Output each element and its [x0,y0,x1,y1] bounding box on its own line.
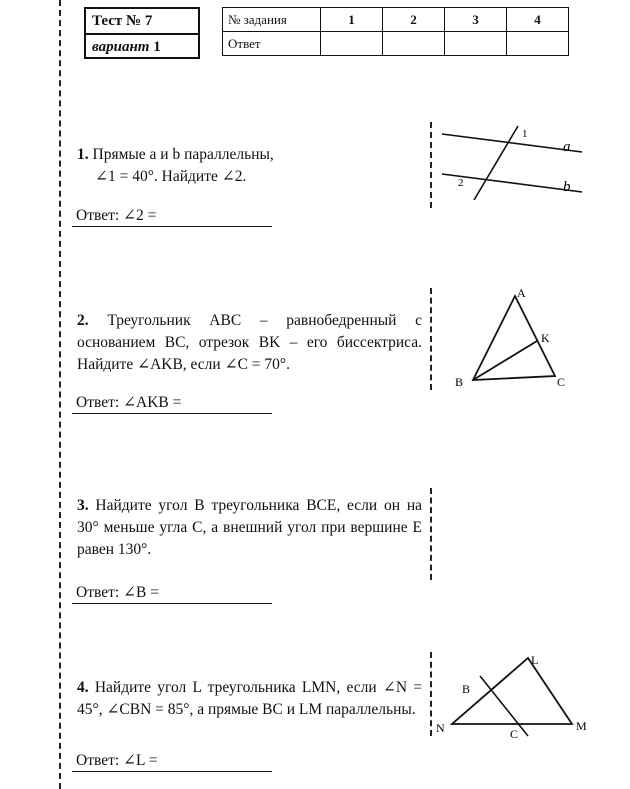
vertex-m-label: M [576,719,587,733]
answer-table-answer-row [223,32,569,56]
segment-bc [480,676,528,736]
answer-cell-1[interactable] [321,32,383,56]
figure-4-triangle-lmn [430,648,600,743]
variant-label [86,35,198,59]
angle-2-label: 2 [458,177,464,189]
task-number-cell: 1 [321,8,383,32]
task-number-cell: 2 [383,8,445,32]
point-b-label: B [462,682,471,696]
figure-2-divider [430,288,432,390]
task-4-number: 4. [77,679,89,696]
task-4-answer-line[interactable]: Ответ: ∠L = [72,751,272,772]
figure-2-triangle-abc [445,284,585,394]
vertex-c-label: C [557,375,566,389]
vertex-a-label: A [517,286,526,300]
task-number-cell: 4 [507,8,569,32]
task-1-answer-line[interactable]: Ответ: ∠2 = [72,206,272,227]
task-2-number: 2. [77,312,89,329]
task-2 [77,310,422,376]
figure-1-parallel-lines [430,120,600,205]
transversal [474,126,518,200]
answer-cell-2[interactable] [383,32,445,56]
cut-line [59,0,61,789]
test-title: Тест № 7 [86,9,198,35]
answer-table [222,7,569,56]
task-2-text: Треугольник ABC – равнобедренный с основанием BC, отрезок BK – его биссектриса. Найдите ∠AKB, если ∠C = 70°. [77,312,423,373]
angle-1-label: 1 [522,128,528,140]
vertex-k-label: K [541,331,550,345]
variant-number: 1 [153,39,161,55]
answer-cell-4[interactable] [507,32,569,56]
task-3-number: 3. [77,497,89,514]
vertex-l-label: L [531,653,539,667]
task-3-text: Найдите угол B треугольника BCE, если он на 30° меньше угла C, а внешний угол при вершине E равен 130°. [77,497,422,558]
task-2-answer-line[interactable]: Ответ: ∠AKB = [72,393,272,414]
answer-row-label: Ответ [223,32,321,56]
answer-cell-3[interactable] [445,32,507,56]
task-4 [77,677,422,721]
answer-table-header-row [223,8,569,32]
figure-3-divider [430,488,432,580]
task-1-line-2: ∠1 = 40°. Найдите ∠2. [95,168,247,185]
task-1-line-1: Прямые a и b параллельны, [92,146,274,163]
task-3 [77,495,422,561]
line-a-label: a [563,139,571,155]
line-b-label: b [563,179,571,195]
variant-word: вариант [92,39,150,55]
task-1 [77,144,422,188]
vertex-n-label: N [436,721,445,735]
test-title-box [84,7,200,59]
point-c-label: C [510,727,519,741]
task-number-cell: 3 [445,8,507,32]
task-1-number: 1. [77,146,89,163]
task-4-text: Найдите угол L треугольника LMN, если ∠N = 45°, ∠CBN = 85°, а прямые BC и LM параллельны. [77,679,423,718]
task-number-label: № задания [223,8,321,32]
vertex-b-label: B [455,375,464,389]
task-3-answer-line[interactable]: Ответ: ∠B = [72,583,272,604]
